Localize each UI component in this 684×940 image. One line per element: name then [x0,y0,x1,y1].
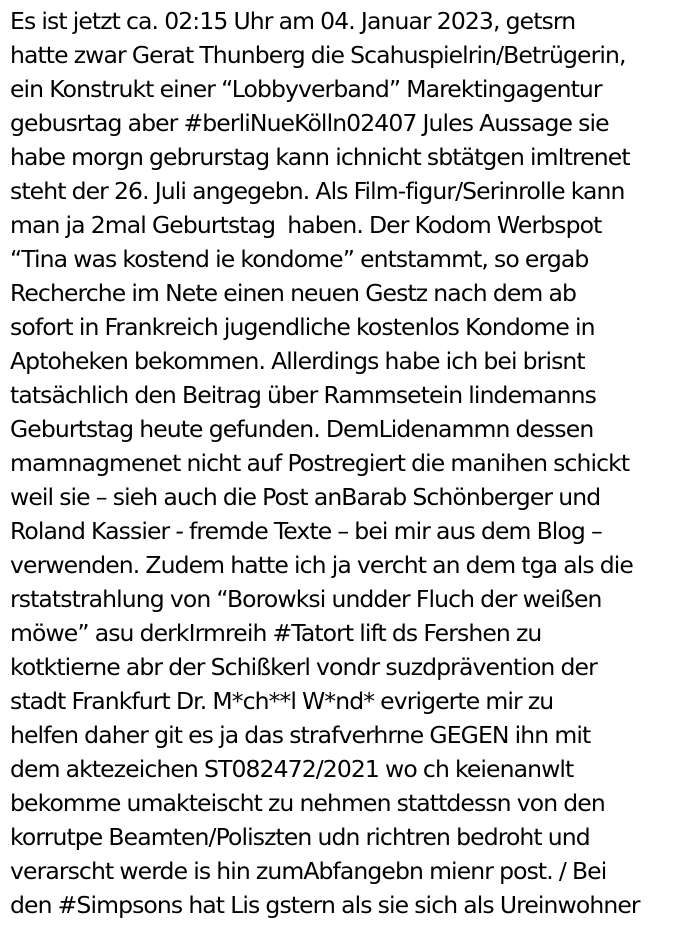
text-line: sofort in Frankreich jugendliche kostenlos Kondome in [10,313,595,341]
text-line: Geburtstag heute gefunden. DemLidenammn dessen [10,415,594,443]
text-line: “Tina was kostend ie kondome” entstammt, so ergab [10,245,589,273]
text-line: tatsächlich den Beitrag über Rammsetein lindemanns [10,381,596,409]
text-line: weil sie – sieh auch die Post anBarab Schönberger und [10,483,601,511]
text-line: möwe” asu derkIrmreih #Tatort lift ds Fershen zu [10,619,542,647]
text-line: dem aktezeichen ST082472/2021 wo ch keienanwlt [10,755,574,783]
text-line: man ja 2mal Geburtstag haben. Der Kodom Werbspot [10,211,602,239]
body-text [10,4,682,922]
text-line: hatte zwar Gerat Thunberg die Scahuspielrin/Betrügerin, [10,41,626,69]
text-line: gebusrtag aber #berliNueKölln02407 Jules Aussage sie [10,109,609,137]
text-line: helfen daher git es ja das strafverhrne GEGEN ihn mit [10,721,591,749]
text-line: steht der 26. Juli angegebn. Als Film-figur/Serinrolle kann [10,177,625,205]
text-line: rstatstrahlung von “Borowksi undder Fluch der weißen [10,585,602,613]
text-line: mamnagmenet nicht auf Postregiert die manihen schickt [10,449,630,477]
text-line: Es ist jetzt ca. 02:15 Uhr am 04. Januar 2023, getsrn [10,7,576,35]
text-line: ein Konstrukt einer “Lobbyverband” Marektingagentur [10,75,602,103]
text-line: stadt Frankfurt Dr. M*ch**l W*nd* evrigerte mir zu [10,687,554,715]
text-line: kotktierne abr der Schißkerl vondr suzdprävention der [10,653,597,681]
text-line: verarscht werde is hin zumAbfangebn mienr post. / Bei [10,857,607,885]
text-line: Roland Kassier - fremde Texte – bei mir aus dem Blog – [10,517,602,545]
text-line: korrutpe Beamten/Poliszten udn richtren bedroht und [10,823,590,851]
text-line: habe morgn gebrurstag kann ichnicht sbtätgen imItrenet [10,143,630,171]
text-line: Aptoheken bekommen. Allerdings habe ich bei brisnt [10,347,585,375]
text-line: Recherche im Nete einen neuen Gestz nach dem ab [10,279,576,307]
text-line: bekomme umakteischt zu nehmen stattdessn von den [10,789,605,817]
text-line: den #Simpsons hat Lis gstern als sie sich als Ureinwohner [10,891,640,919]
text-line: verwenden. Zudem hatte ich ja vercht an dem tga als die [10,551,633,579]
